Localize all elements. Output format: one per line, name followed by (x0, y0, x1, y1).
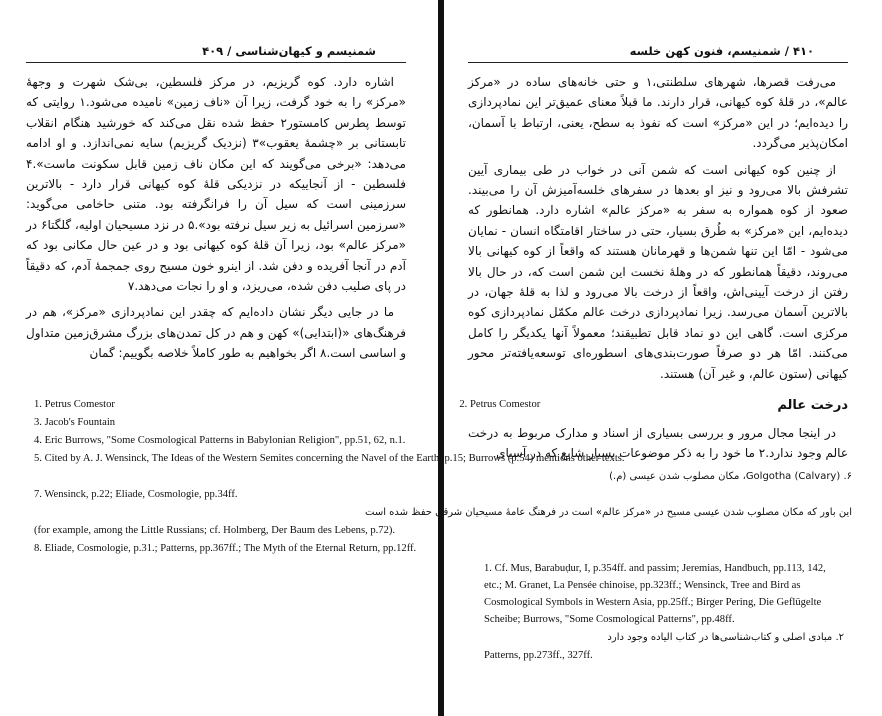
book-gutter-divider (438, 0, 444, 716)
right-page-header (468, 0, 848, 58)
right-footnote-1: 1. Cf. Mus, Barabuḍur, I, p.354ff. and passim; Jeremias, Handbuch, pp.113, 142, etc.; M. Granet, La Pensée chinoise, pp.323ff.; Wensinck, Tree and Bird as Cosmological Symbols in Western Asia, pp.25ff.; Birger Pering, Die Geflügelte Scheibe; Burrows, "Some Cosmological Patterns", pp.48ff. (484, 563, 826, 625)
left-footnote-7: 7. Wensinck, p.22; Eliade, Cosmologie, pp.34ff. (34, 489, 238, 500)
left-footnote-3: 3. Jacob's Fountain (34, 417, 116, 428)
right-body-text (468, 72, 848, 469)
left-footnote-1: 1. Petrus Comestor (34, 399, 115, 410)
left-page-running-head: شمنیسم و کیهان‌شناسی / ۴۰۹ (202, 44, 376, 58)
left-footnote-6-text: ۶. Golgotha (Calvary)، مکان مصلوب شدن عیسی (م.) (609, 471, 852, 482)
left-footnote-7-continued: (for example, among the Little Russians; cf. Holmberg, Der Baum des Lebens, p.72). (34, 525, 396, 536)
left-page-header (26, 0, 406, 58)
right-header-rule (468, 62, 848, 63)
left-footnote-4: 4. Eric Burrows, "Some Cosmological Patterns in Babylonian Religion", pp.51, 62, n.1. (34, 435, 406, 446)
section-heading-world-tree: درخت عالم (777, 398, 848, 414)
left-footnote-2: 2. Petrus Comestor (459, 399, 541, 410)
left-body-text (26, 72, 406, 370)
left-paragraph-1: اشاره دارد. کوه گریزیم، در مرکز فلسطین، بی‌شک شهرت و وجههٔ «مرکز» را به خود گرفت، زیرا آن «ناف زمین» نامیده می‌شود.۱ روایتی که توسط پطرس کامستور۲ حفظ شده نقل می‌کند که خورشید هنگام انقلاب تابستانی بر «چشمهٔ یعقوب»۳ (نزدیک گریزیم) سایه نمی‌اندازد. و او ادامه می‌دهد: «برخی می‌گویند که این مکان ناف زمین قابل سکونت ماست».۴ فلسطین - از آنجاییکه در نزدیکی قلهٔ کوه کیهانی قرار دارد - بالاترین سرزمینی است که سیل آن را فرانگرفته بود. متنی حاخامی می‌گوید: «سرزمین اسرائیل به زیر سیل نرفته بود».۵ در نزد مسیحیان اولیه، گلگتا۶ در «مرکز عالم» بود، زیرا آن قلهٔ کوه کیهانی بود و در عین حال مکانی بود که آدم در آنجا آفریده و دفن شد. از اینرو خون مسیح روی جمجمهٔ آدم، که دقیقاً در پای صلیب دفن شده، می‌ریزد، و او را نجات می‌دهد.۷ (26, 75, 407, 294)
left-paragraph-2: ما در جایی دیگر نشان داده‌ایم که چقدر این نمادپردازی «مرکز»، هم در فرهنگ‌های «(ابتدایی)» کهن و هم در کل تمدن‌های بزرگ مشرق‌زمین متداول و اساسی است.۸ اگر بخواهیم به طور کاملاً خلاصه بگوییم: گمان (26, 305, 406, 361)
right-paragraph-3: در اینجا مجال مرور و بررسی بسیاری از اسناد و مدارک مربوط به درخت عالم وجود ندارد.۲ ما خود را به ذکر موضوعات بسیار شایع که در آسیای (468, 425, 848, 460)
left-page (0, 0, 436, 716)
right-footnotes (484, 560, 844, 665)
right-footnote-2-continued: Patterns, pp.273ff., 327ff. (484, 650, 593, 661)
left-footnote-8: 8. Eliade, Cosmologie, p.31.; Patterns, pp.367ff.; The Myth of the Eternal Return, pp.12ff. (34, 543, 417, 554)
right-paragraph-1: می‌رفت قصرها، شهرهای سلطنتی،۱ و حتی خانه‌های ساده در «مرکز عالم»، در قلهٔ کوه کیهانی، قرار دارند. ما قبلاً معنای عمیق‌تر این نمادپردازی را دیده‌ایم؛ در این «مرکز» است که نفوذ به سطح، یعنی، ارتباط با آسمان، امکان‌پذیر می‌گردد. (468, 75, 848, 151)
right-page-running-head: ۴۱۰ / شمنیسم، فنون کهن خلسه (629, 44, 814, 58)
left-footnote-7-note-text: این باور که مکان مصلوب شدن عیسی مسیح در «مرکز عالم» است در فرهنگ عامهٔ مسیحیان شرقی حفظ شده است (365, 507, 852, 518)
left-header-rule (26, 62, 406, 63)
right-footnote-2-text: ۲. مبادی اصلی و کتاب‌شناسی‌ها در کتاب الیاده وجود دارد (607, 632, 844, 643)
left-footnote-5: 5. Cited by A. J. Wensinck, The Ideas of the Western Semites concerning the Navel of the Earth, p.15; Burrows (p.54) mentions other texts. (34, 453, 625, 464)
right-footnote-2 (484, 629, 844, 646)
right-paragraph-2: از چنین کوه کیهانی است که شمن آنی در خواب در طی بیماری آیین تشرفش بالا می‌رود و نیز او بعدها در سفرهای خلسه‌آمیزش آن را می‌بیند. صعود از کوه همواره به سفر به «مرکز عالم» اشاره دارد. همانطور که دیده‌ایم، این «مرکز» به طُرق بسیار، حتی در ساختار اقامتگاه انسان - نمایان می‌شود - امّا این تنها شمن‌ها و قهرمانان هستند که واقعاً از کوه کیهانی بالا می‌روند، دقیقاً همانطور که در وهلهٔ نخست این شمن است که، در حال بالا رفتن از درخت آیینی‌اش، واقعاً از درخت بالا می‌رود و لذا به قلهٔ جهان، در بالاترین آسمان می‌رسد. زیرا نمادپردازی درخت عالم مکمّل نمادپردازی کوه مرکزی است. گاهی این دو نماد قابل تطبیقند؛ معمولاً آنها یکدیگر را کامل می‌کنند. امّا هر دو صرفاً صورت‌بندی‌های اسطوره‌ای توسعه‌یافته‌تر محور کیهانی (ستون عالم، و غیر آن) هستند. (468, 162, 848, 381)
